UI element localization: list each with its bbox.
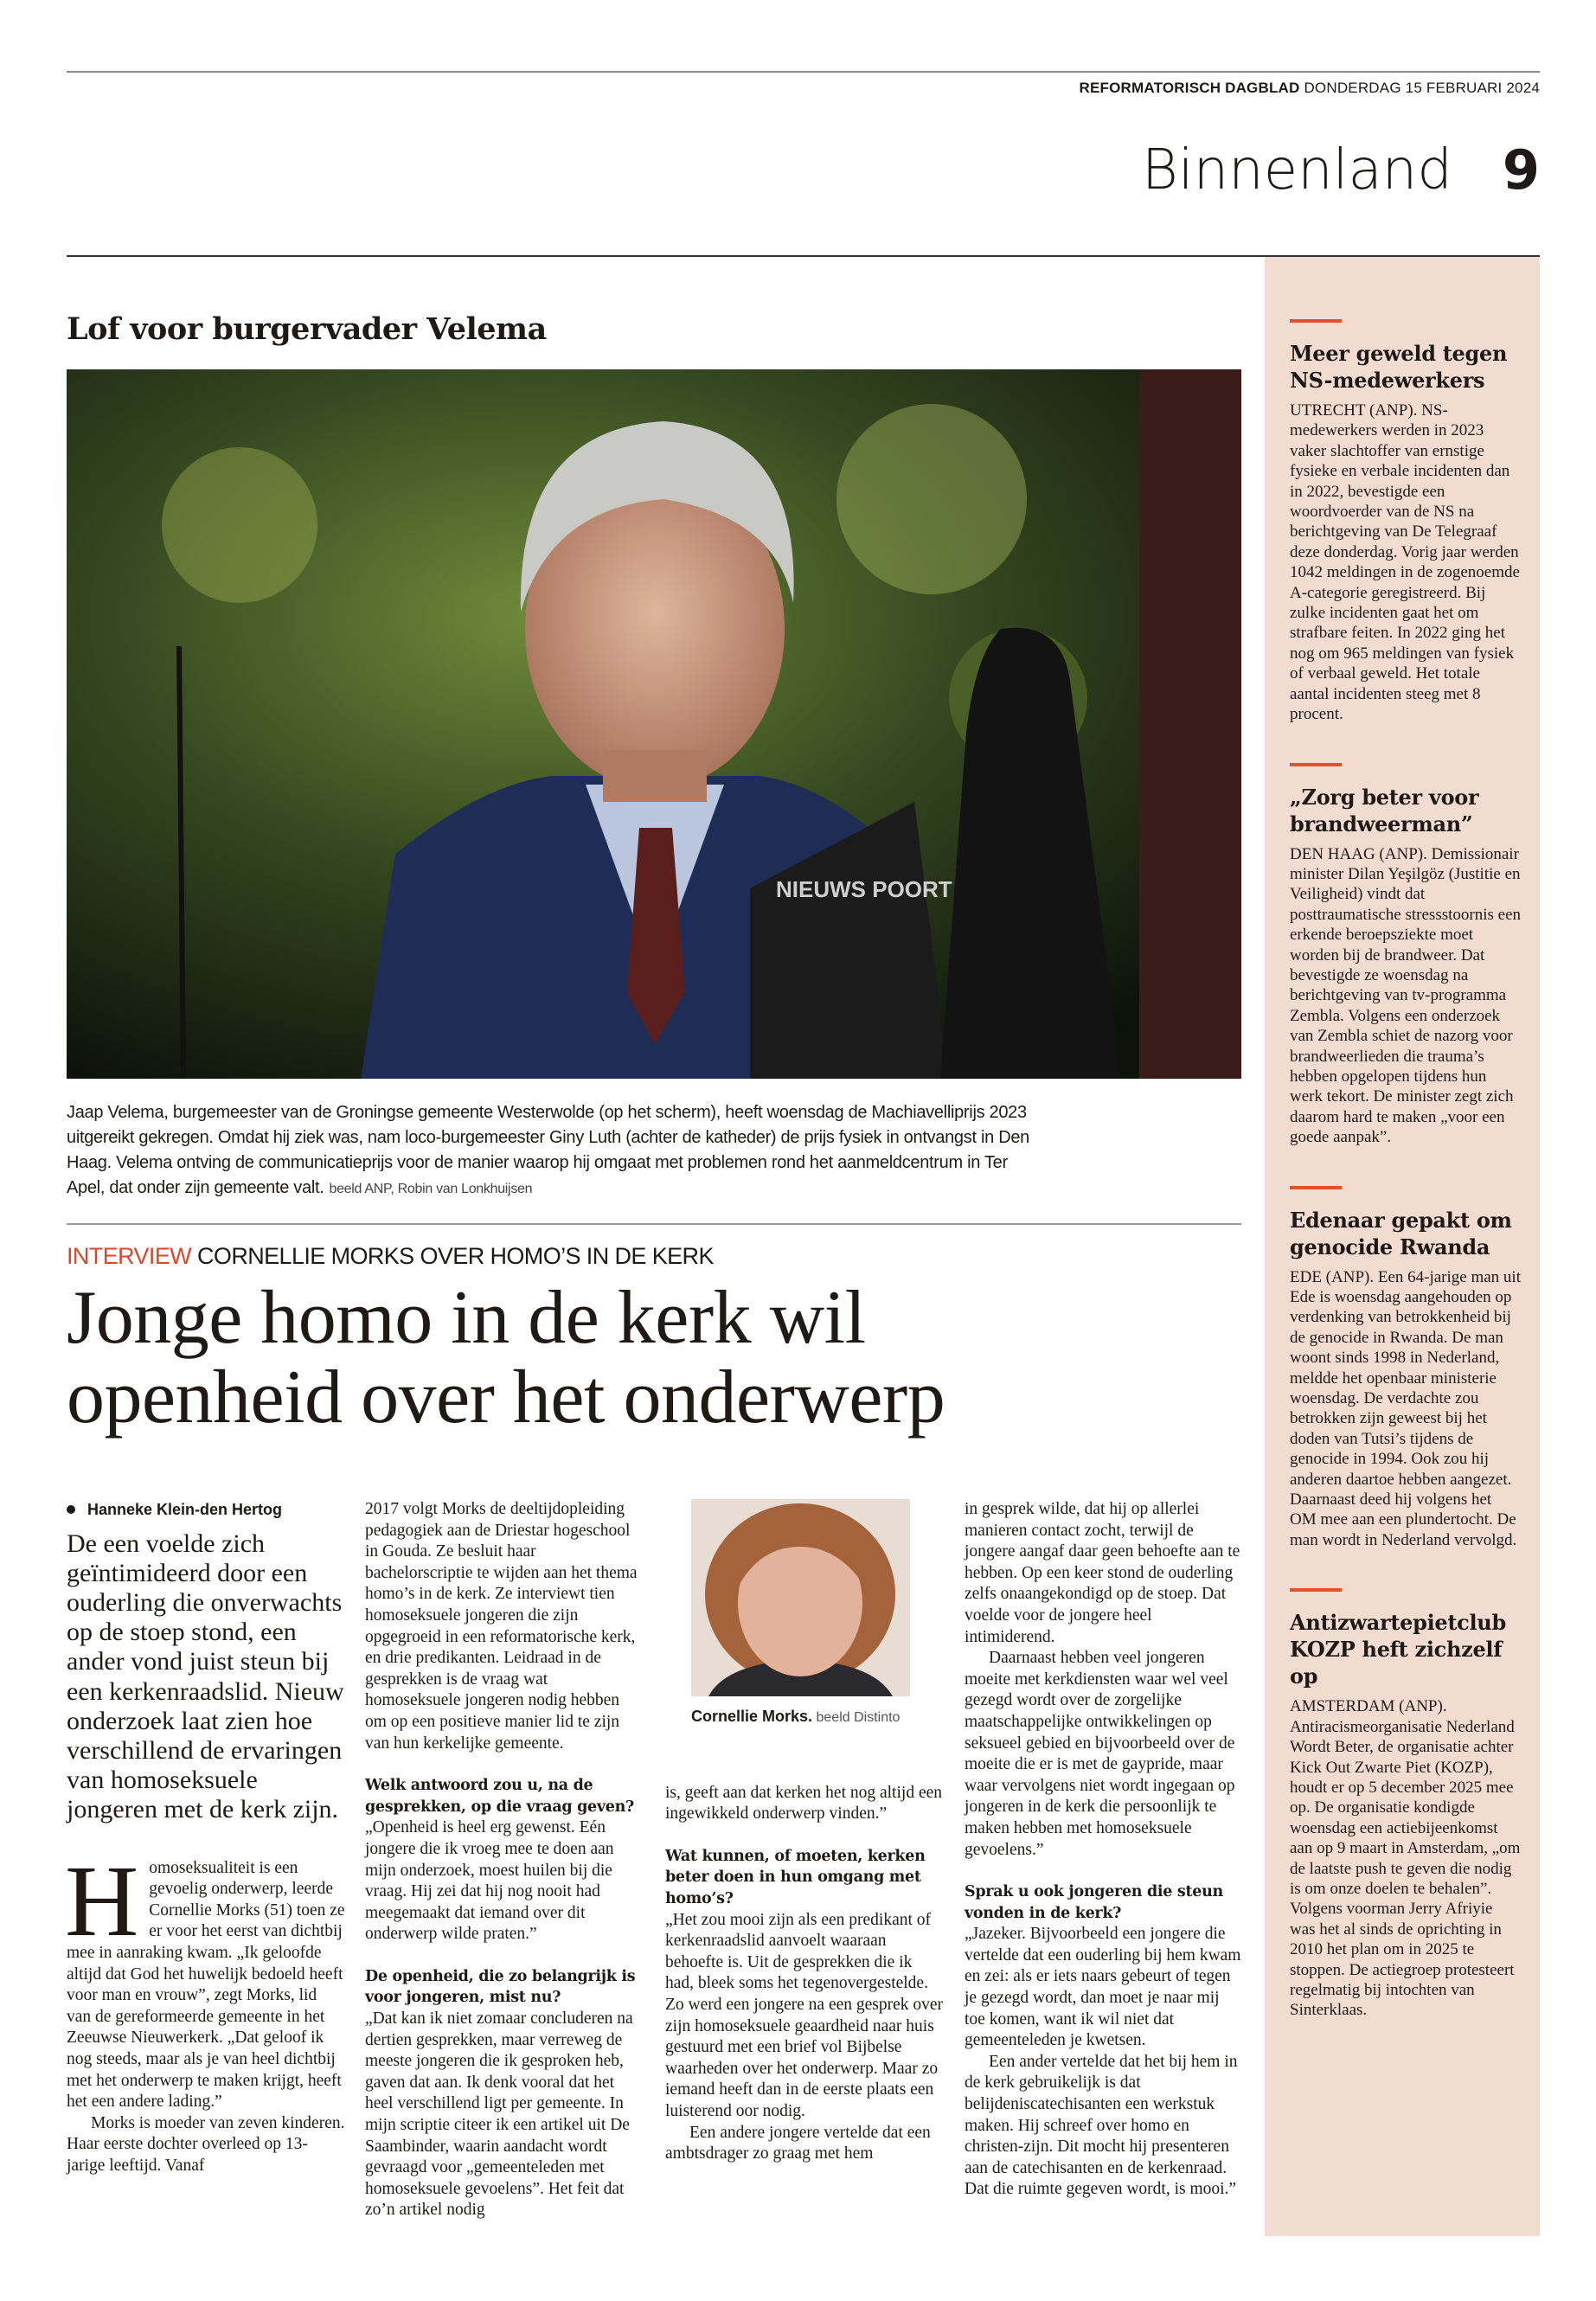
byline <box>67 1499 345 1521</box>
sidebar-article-title: Edenaar gepakt om genocide Rwanda <box>1290 1207 1512 1259</box>
sidebar-article-title: Antizwartepietclub KOZP heft zichzelf op <box>1290 1610 1506 1689</box>
headline-line-2: openheid over het onderwerp <box>67 1356 945 1439</box>
photo-story-title: Lof voor burgervader Velema <box>67 311 547 347</box>
caption-text: Jaap Velema, burgemeester van de Groningse gemeente Westerwolde (op het scherm), heeft woensdag de Machiavelliprijs 2023 uitgereikt gekregen. Omdat hij ziek was, nam loco-burgemeester Giny Luth (achter de katheder) de prijs fysiek in ontvangst in Den Haag. Velema ontving de communicatieprijs voor de manier waarop hij omgaat met problemen rond het aanmeldcentrum in Ter Apel, dat onder zijn gemeente valt. <box>67 1103 1029 1197</box>
portrait-cornellie-morks <box>691 1499 910 1696</box>
accent-bar <box>1290 763 1342 766</box>
body-paragraph: 2017 volgt Morks de deeltijdopleiding pedagogiek aan de Driestar hogeschool in Gouda. Ze besluit haar bachelorscriptie te wijden aan het thema homo’s in de kerk. Ze interviewt tien homoseksuele jongeren die zijn opgegroeid in een reformatorische kerk, en drie predikanten. Leidraad in de gesprekken is de vraag wat homoseksuele jongeren nodig hebben om op een positieve manier lid te zijn van hun kerkelijke gemeente. <box>365 1500 638 1753</box>
article-headline <box>67 1276 1243 1439</box>
photo-caption <box>67 1100 1035 1202</box>
sidebar-article <box>1265 763 1540 1148</box>
portrait-caption <box>691 1707 944 1727</box>
interview-answer: „Jazeker. Bijvoorbeeld een jongere die vertelde dat een ouderling bij hem kwam en zei: als er iets naars gebeurt of tegen je gezegd wordt, dan moet je naar mij toe komen, want ik wil niet dat gemeenteleden je kwetsen. <box>965 1925 1241 2050</box>
article-column-3 <box>665 1499 944 2165</box>
photo-velema-award <box>67 369 1241 1079</box>
portrait-credit: beeld Distinto <box>816 1709 901 1725</box>
masthead <box>1080 80 1540 97</box>
body-paragraph: Morks is moeder van zeven kinderen. Haar eerste dochter overleed op 13-jarige leeftijd. Vanaf <box>67 2113 345 2175</box>
kicker-text: CORNELLIE MORKS OVER HOMO’S IN DE KERK <box>197 1243 714 1269</box>
photo-credit: beeld ANP, Robin van Lonkhuijsen <box>329 1182 533 1196</box>
sidebar-article-title: Meer geweld tegen NS-medewerkers <box>1290 341 1508 393</box>
interview-question: Sprak u ook jongeren die steun vonden in de kerk? <box>965 1883 1223 1922</box>
sidebar-article <box>1265 319 1540 725</box>
article-divider <box>67 1223 1241 1225</box>
top-rule <box>67 71 1540 73</box>
lectern-logo: NIEUWS POORT <box>776 876 952 902</box>
section-header <box>1142 138 1540 202</box>
body-text: omoseksualiteit is een gevoelig onderwerp, leerde Cornellie Morks (51) toen ze er voor het eerst van dichtbij mee in aanraking kwam. „Ik geloofde altijd dat God het huwelijk bedoeld heeft voor man en vrouw”, zegt Morks, lid van de gereformeerde gemeente in het Zeeuwse Nieuwerkerk. „Dat geloof ik nog steeds, maar als je van heel dichtbij met het onderwerp te maken krijgt, heeft het een andere lading.” <box>67 1858 345 2112</box>
interview-question: Wat kunnen, of moeten, kerken beter doen in hun omgang met homo’s? <box>665 1847 926 1907</box>
body-paragraph <box>65 1843 345 2113</box>
accent-bar <box>1290 1588 1342 1592</box>
sidebar-article-body: DEN HAAG (ANP). Demissionair minister Dilan Yeşilgöz (Justitie en Veiligheid) vindt dat posttraumatische stressstoornis een erkende beroepsziekte moet worden bij de brandweer. Dat bevestigde ze woensdag na berichtgeving van tv-programma Zembla. Volgens een onderzoek van Zembla schiet de nazorg voor brandweerlieden die trauma’s hebben opgelopen tijdens hun werk tekort. De minister zegt zich daarom hard te maken „voor een goede aanpak”. <box>1290 844 1522 1147</box>
paper-name: REFORMATORISCH DAGBLAD <box>1079 80 1300 96</box>
interview-question: De openheid, die zo belangrijk is voor jongeren, mist nu? <box>365 1967 636 2007</box>
sidebar-article-body: AMSTERDAM (ANP). Antiracismeorganisatie Nederland Wordt Beter, de organisatie achter Kick Out Zwarte Piet (KOZP), houdt er op 5 december 2025 mee op. De organisatie kondigde woensdag een actiebijeenkomst aan op 9 maart in Amsterdam, „om de laatste push te geven die nodig is om onze doelen te behalen”. Volgens voorman Jerry Afriyie was het al sinds de oprichting in 2010 het plan om in 2025 te stoppen. De actiegroep protesteert regelmatig bij intochten van Sinterklaas. <box>1290 1697 1521 2020</box>
article-column-1 <box>67 1499 345 2177</box>
page-number: 9 <box>1502 138 1540 202</box>
article-kicker <box>67 1243 714 1270</box>
issue-date: DONDERDAG 15 FEBRUARI 2024 <box>1304 80 1540 96</box>
article-lead: De een voelde zich geïntimideerd door een ouderling die onverwachts op de stoep stond, een ander vond juist steun bij een kerkenraadslid. Nieuw onderzoek laat zien hoe verschillend de ervaringen van homoseksuele jongeren met de kerk zijn. <box>67 1529 344 1824</box>
section-name: Binnenland <box>1141 138 1452 202</box>
sidebar-article-body: UTRECHT (ANP). NS-medewerkers werden in 2023 vaker slachtoffer van ernstige fysieke en verbale incidenten dan in 2022, bevestigde een woordvoerder van de NS na berichtgeving van De Telegraaf deze donderdag. Vorig jaar werden 1042 meldingen in de zogenoemde A-categorie geregistreerd. Bij zulke incidenten gaat het om strafbare feiten. In 2022 ging het nog om 965 meldingen van fysiek of verbaal geweld. Het totale aantal incidenten steeg met 8 procent. <box>1290 401 1520 724</box>
article-column-4 <box>965 1499 1243 2201</box>
drop-cap: H <box>65 1843 139 1958</box>
sidebar-article <box>1265 1588 1540 2021</box>
accent-bar <box>1290 319 1342 323</box>
news-sidebar <box>1265 257 1540 2236</box>
body-paragraph: Daarnaast hebben veel jongeren moeite met kerkdiensten waar wel veel gezegd wordt over de zorgelijke maatschappelijke ontwikkelingen op seksueel gebied en bijvoorbeeld over de moeite die er is met de gaypride, maar waar vervolgens niet wordt ingegaan op jongeren in de kerk die persoonlijk te maken hebben met homoseksuele gevoelens.” <box>965 1649 1235 1859</box>
article-column-2 <box>365 1499 644 2221</box>
body-paragraph: Een ander vertelde dat het bij hem in de kerk gebruikelijk is dat belijdeniscatechisanten een werkstuk maken. Hij schreef over homo en christen-zijn. Dit mocht hij presenteren aan de catechisanten en de kerkenraad. Dat die ruimte gegeven wordt, is mooi.” <box>965 2052 1238 2199</box>
body-paragraph: is, geeft aan dat kerken het nog altijd een ingewikkeld onderwerp vinden.” <box>665 1783 942 1823</box>
sidebar-article-title: „Zorg beter voor brandweerman” <box>1290 784 1479 836</box>
headline-line-1: Jonge homo in de kerk wil <box>67 1276 866 1360</box>
interview-answer: „Openheid is heel erg gewenst. Eén jongere die ik vroeg mee te doen aan mijn onderzoek, moest huilen bij die vraag. Hij zei dat hij nog nooit had meegemaakt dat iemand over dit onderwerp wilde praten.” <box>365 1818 614 1944</box>
interview-answer: „Het zou mooi zijn als een predikant of kerkenraadslid aanvoelt waaraan behoefte is. Uit de gesprekken die ik had, bleek soms het tegenovergestelde. Zo werd een jongere na een gesprek over zijn homoseksuele geaardheid naar huis gestuurd met een brief vol Bijbelse waarheden over het onderwerp. Maar zo iemand heeft dan in de eerste plaats een luisterend oor nodig. <box>665 1910 944 2120</box>
bullet-icon <box>67 1505 75 1514</box>
body-paragraph: in gesprek wilde, dat hij op allerlei manieren contact zocht, terwijl de jongere aangaf daar geen behoefte aan te hebben. Op een keer stond de ouderling zelfs onaangekondigd op de stoep. Dat voelde voor de jongere heel intimiderend. <box>965 1500 1240 1646</box>
accent-bar <box>1290 1186 1342 1189</box>
sidebar-article <box>1265 1186 1540 1551</box>
sidebar-article-body: EDE (ANP). Een 64-jarige man uit Ede is woensdag aangehouden op verdenking van betrokkenheid bij de genocide in Rwanda. De man woont sinds 1998 in Nederland, meldde het openbaar ministerie woensdag. De verdachte zou betrokken zijn geweest bij het doden van Tutsi’s tijdens de genocide in 1994. Ook zou hij anderen daartoe hebben aangezet. Daarnaast deed hij volgens het OM mee aan een plundertocht. De man wordt in Nederland vervolgd. <box>1290 1267 1521 1549</box>
portrait-name: Cornellie Morks. <box>691 1707 813 1725</box>
kicker-label: INTERVIEW <box>67 1243 192 1269</box>
interview-question: Welk antwoord zou u, na de gesprekken, op die vraag geven? <box>365 1777 634 1816</box>
body-paragraph: Een andere jongere vertelde dat een ambtsdrager zo graag met hem <box>665 2123 931 2163</box>
author-name: Hanneke Klein-den Hertog <box>87 1501 283 1518</box>
interview-answer: „Dat kan ik niet zomaar concluderen na dertien gesprekken, maar verreweg de meeste jongeren die ik gesproken heb, gaven dat aan. Ik denk vooral dat het heel verschillend ligt per gemeente. In mijn scriptie citeer ik een artikel uit De Saambinder, waarin aandacht wordt gevraagd voor „gemeenteleden met homoseksuele gevoelens”. Het feit dat zo’n artikel nodig <box>365 2009 633 2220</box>
